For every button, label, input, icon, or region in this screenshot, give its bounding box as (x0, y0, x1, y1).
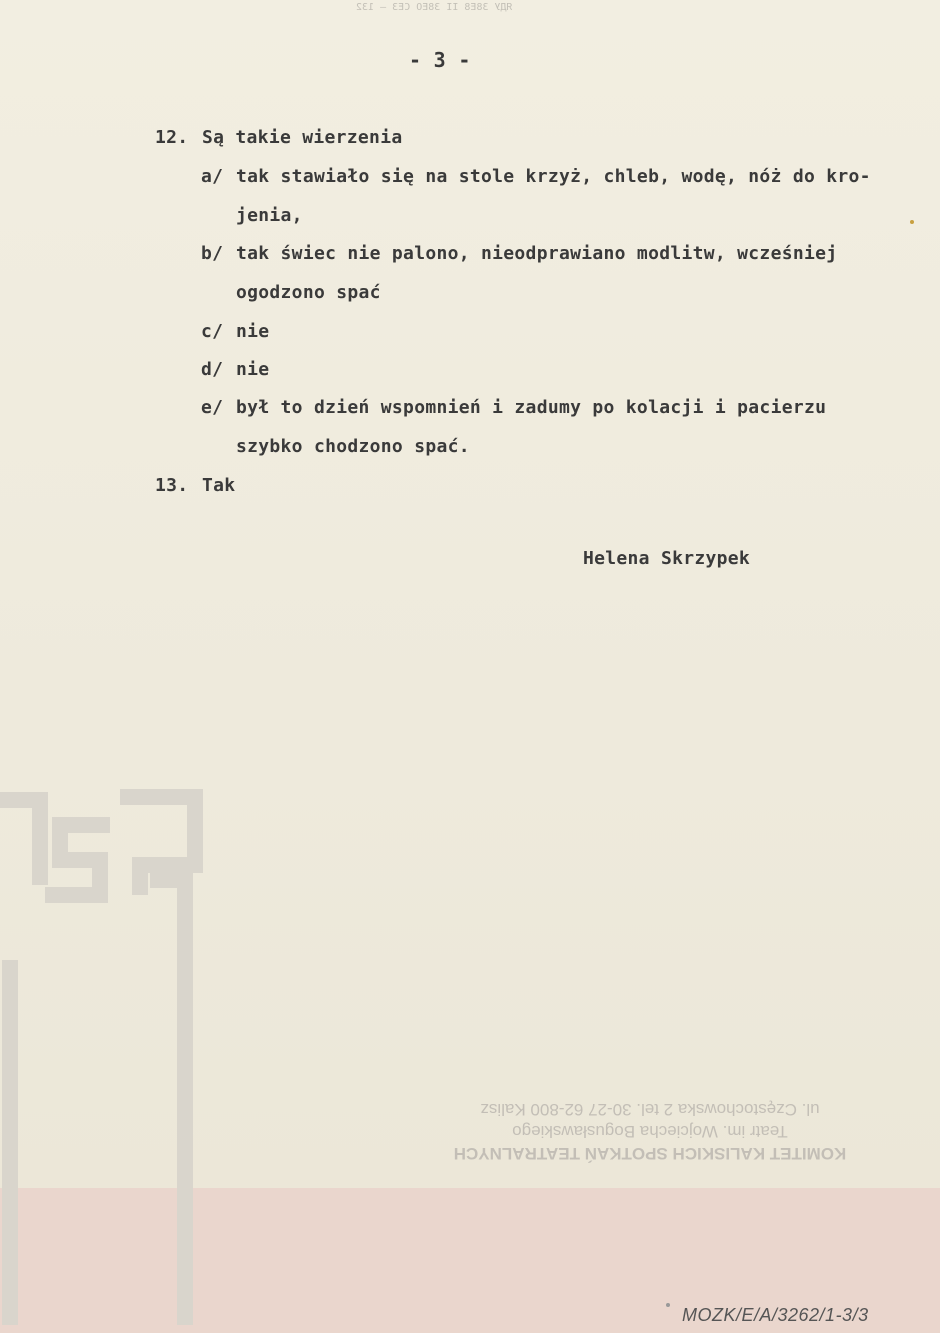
sub-text-b: tak świec nie palono, nieodprawiano modlitw, wcześniej (236, 243, 838, 264)
stamp-line-3: ul. Częstochowska 2 tel. 30-27 62-800 Kalisz (480, 1100, 820, 1119)
sub-text-d: nie (236, 359, 270, 380)
institution-stamp-mirrored (415, 1098, 885, 1164)
sub-text-e: był to dzień wspomnień i zadumy po kolacji i pacierzu (236, 397, 827, 418)
page-number: - 3 - (409, 48, 471, 72)
sub-text-a: tak stawiało się na stole krzyż, chleb, wodę, nóż do kro- (236, 166, 871, 187)
archive-signature: MOZK/E/A/3262/1-3/3 (682, 1305, 869, 1325)
sub-label-b: b/ (201, 243, 224, 264)
sub-label-c: c/ (201, 321, 224, 342)
stamp-line-2: Teatr im. Wojciecha Bogusławskiego (512, 1122, 788, 1141)
sub-label-d: d/ (201, 359, 224, 380)
sub-text-c: nie (236, 321, 270, 342)
ksf-watermark-logo (0, 785, 205, 1325)
sub-text-a-cont: jenia, (236, 205, 303, 226)
author-name: Helena Skrzypek (583, 548, 751, 569)
item-text-13: Tak (202, 475, 236, 496)
bleed-through-text: ЯДУ 38Е8 II 38ЕО СЕЗ — 132 (356, 2, 513, 13)
paper-speck (910, 220, 914, 224)
item-number-13: 13. (155, 475, 189, 496)
paper-speck (666, 1303, 670, 1307)
sub-label-a: a/ (201, 166, 224, 187)
sub-label-e: e/ (201, 397, 224, 418)
sub-text-b-cont: ogodzono spać (236, 282, 381, 303)
stamp-line-1: KOMITET KALISKICH SPOTKAŃ TEATRALNYCH (453, 1144, 847, 1163)
sub-text-e-cont: szybko chodzono spać. (236, 436, 470, 457)
item-number-12: 12. (155, 127, 189, 148)
item-text-12: Są takie wierzenia (202, 127, 403, 148)
